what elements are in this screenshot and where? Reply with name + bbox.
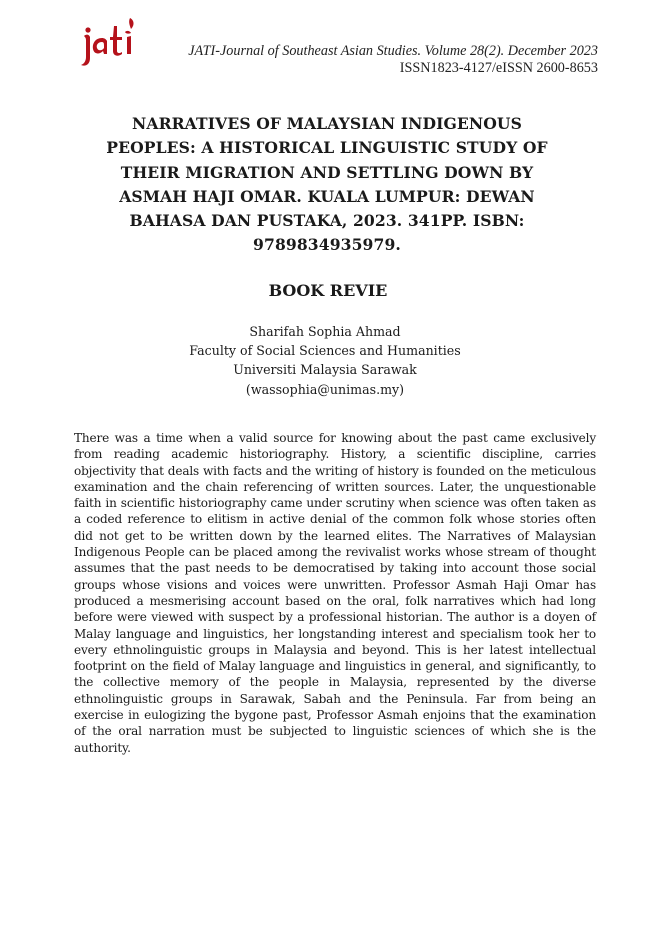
body-paragraph: There was a time when a valid source for knowing about the past came exclusively from reading academic historiography. History, a scientific discipline, carries objectivity that deals with facts and the writing of history is founded on the meticulous examination and the chain referencing of written sources. Later, the unquestionable faith in scientific historiography came under scrutiny when science was often taken as a coded reference to elitism in active denial of the common folk whose stories often did not get to be written down by the learned elites. The Narratives of Malaysian Indigenous People can be placed among the revivalist works whose stream of thought assumes that the past needs to be democratised by taking into account those social groups whose visions and voices were unwritten. Professor Asmah Haji Omar has produced a mesmerising account based on the oral, folk narratives which had long before were viewed with suspect by a professional historian. The author is a doyen of Malay language and linguistics, her longstanding interest and specialism took her to every ethnolinguistic groups in Malaysia and beyond. This is her latest intellectual footprint on the field of Malay language and linguistics in general, and significantly, to the collective memory of the people in Malaysia, represented by the diverse ethnolinguistic groups in Sarawak, Sabah and the Peninsula. Far from being an exercise in eulogizing the bygone past, Professor Asmah enjoins that the examination of the oral narration must be subjected to linguistic sciences of which she is the authority.: [74, 431, 596, 755]
author-name: Sharifah Sophia Ahmad: [249, 324, 401, 339]
journal-issn: ISSN1823-4127/eISSN 2600-8653: [399, 60, 598, 76]
author-university: Universiti Malaysia Sarawak: [233, 362, 417, 378]
journal-logo: [78, 14, 144, 72]
author-faculty: Faculty of Social Sciences and Humanities: [189, 343, 461, 359]
author-block: [0, 322, 648, 399]
journal-citation: JATI-Journal of Southeast Asian Studies. Volume 28(2). December 2023: [188, 43, 598, 59]
jati-logo-mark: [78, 14, 144, 72]
section-label: BOOK REVIE: [268, 281, 388, 300]
author-email: (wassophia@unimas.my): [245, 381, 405, 397]
journal-header: [188, 43, 598, 77]
article-title: NARRATIVES OF MALAYSIAN INDIGENOUS PEOPLES: A HISTORICAL LINGUISTIC STUDY OF THEIR MIGRATION AND SETTLING DOWN BY ASMAH HAJI OMAR. KUALA LUMPUR: DEWAN BAHASA DAN PUSTAKA, 2023. 341PP. ISBN: 9789834935979.: [106, 114, 548, 255]
